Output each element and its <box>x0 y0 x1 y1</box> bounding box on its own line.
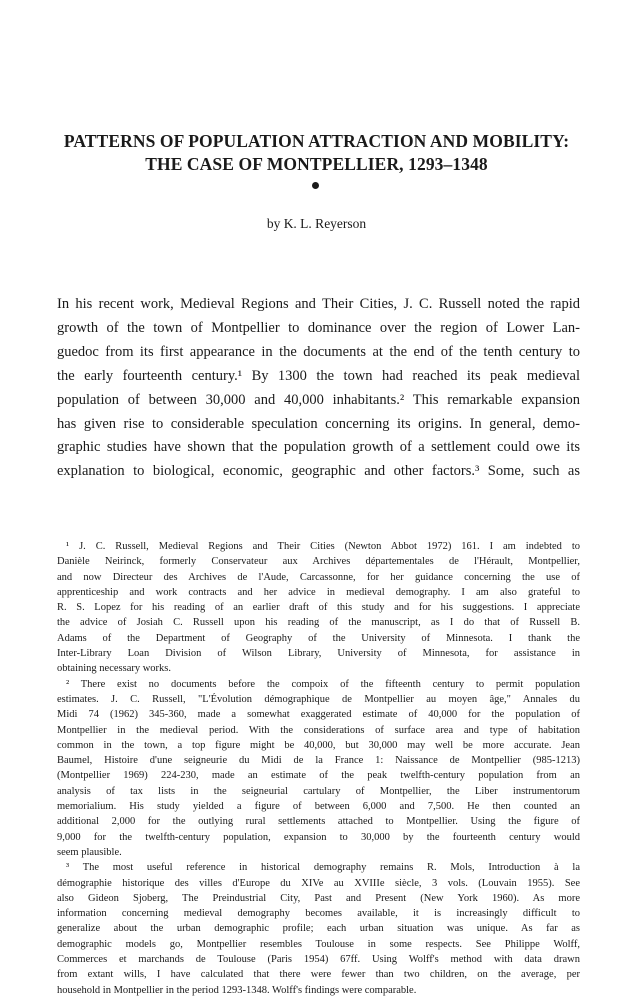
footnote-line: Midi 74 (1962) 345-360, made a somewhat exaggerated estimate of 40,000 for the population of <box>57 709 580 721</box>
footnote-line: also Gideon Sjoberg, The Preindustrial City, Past and Present (New York 1960). As more <box>57 892 580 904</box>
footnote-line: obtaining necessary works. <box>57 663 172 675</box>
footnote-line: household in Montpellier in the period 1293-1348. Wolff's findings were comparable. <box>57 984 417 996</box>
footnote-line: information concerning medieval demography becomes available, it is increasingly difficult to <box>57 908 580 920</box>
footnote-line: (Montpellier 1969) 224-230, made an estimate of the peak twelfth-century population from an <box>57 770 580 782</box>
body-line: In his recent work, Medieval Regions and Their Cities, J. C. Russell noted the rapid <box>57 296 580 312</box>
footnote-line: demographic models go, Montpellier resembles Toulouse in some respects. See Philippe Wolff, <box>57 938 580 950</box>
body-text <box>57 293 580 484</box>
footnote-line: common in the town, a top figure might be 40,000, but 30,000 may well be more accurate. Jean <box>57 739 580 751</box>
footnote-line: and now Directeur des Archives de l'Aude, Carcassonne, for her guidance concerning the use of <box>57 571 580 583</box>
body-line: growth of the town of Montpellier to dominance over the region of Lower Lan- <box>57 319 580 336</box>
body-line: population of between 30,000 and 40,000 inhabitants.² This remarkable expansion <box>57 391 580 408</box>
footnote-line: apprenticeship and work contracts and her advice in medieval demography. I am also grateful to <box>57 586 580 598</box>
footnote-line: Montpellier in the medieval period. With the considerations of surface area and type of habitation <box>57 724 580 736</box>
footnote-line: generalize about the urban demographic profile; each urban situation was unique. As far as <box>57 923 580 935</box>
bullet-ornament-icon <box>312 182 319 189</box>
body-line: the early fourteenth century.¹ By 1300 the town had reached its peak medieval <box>57 367 580 384</box>
footnote-line: the advice of Josiah C. Russell upon his reading of the manuscript, as I do that of Russell B. <box>57 617 580 629</box>
footnote-line: Inter-Library Loan Division of Wilson Library, University of Minnesota, for assistance in <box>57 648 580 660</box>
footnote-line: Baumel, Histoire d'une seigneurie du Midi de la France 1: Naissance de Montpellier (985-1213) <box>57 755 580 767</box>
footnote-line: Adams of the Department of Geography of the University of Minnesota. I thank the <box>57 632 580 644</box>
footnote-line: démographie historique des villes d'Europe du XIVe au XVIIIe siècle, 3 vols. (Louvain 1955). See <box>57 877 580 889</box>
footnote-line: memorialium. His study yielded a figure of between 6,000 and 7,500. He then counted an <box>57 801 580 813</box>
footnote-line: ² There exist no documents before the compoix of the fifteenth century to permit population <box>66 678 580 690</box>
author-byline: by K. L. Reyerson <box>266 216 367 231</box>
footnote-line: from extant wills, I have calculated that there were fewer than two children, on the average, per <box>57 969 580 981</box>
title-line-1: PATTERNS OF POPULATION ATTRACTION AND MOBILITY: <box>63 131 570 151</box>
footnote-line: ¹ J. C. Russell, Medieval Regions and Their Cities (Newton Abbot 1972) 161. I am indebted to <box>66 541 580 552</box>
footnotes <box>57 539 580 998</box>
body-line: graphic studies have shown that the population growth of a settlement could owe its <box>57 439 580 456</box>
footnote-line: seem plausible. <box>57 846 122 858</box>
footnote-line: 9,000 for the twelfth-century population, expansion to 30,000 by the fourteenth century would <box>57 831 580 843</box>
footnote-line: Danièle Neirinck, formerly Conservateur aux Archives départementales de l'Hérault, Montpellier, <box>57 556 580 568</box>
title-line-2: THE CASE OF MONTPELLIER, 1293–1348 <box>145 154 488 174</box>
footnote-line: additional 2,000 for the outlying rural settlements attached to Montpellier. Using the figure of <box>57 816 580 828</box>
body-line: explanation to biological, economic, geographic and other factors.³ Some, such as <box>57 463 580 480</box>
footnote-line: analysis of tax lists in the seigneurial cartulary of Montpellier, the Liber instrumentorum <box>57 785 580 797</box>
footnote-line: ³ The most useful reference in historical demography remains R. Mols, Introduction à la <box>66 862 580 874</box>
footnote-line: Commerces et marchands de Toulouse (Paris 1954) 67ff. Using Wolff's method with data drawn <box>57 954 580 966</box>
footnote-line: estimates. J. C. Russell, "L'Évolution démographique de Montpellier au moyen âge," Annales du <box>57 693 580 705</box>
article-title <box>40 130 593 176</box>
body-line: guedoc from its first appearance in the documents at the end of the tenth century to <box>57 343 580 360</box>
footnote-line: R. S. Lopez for his reading of an earlier draft of this study and for his suggestions. I appreciate <box>57 602 580 614</box>
body-line: has given rise to considerable speculation concerning its origins. In general, demo- <box>57 415 580 432</box>
